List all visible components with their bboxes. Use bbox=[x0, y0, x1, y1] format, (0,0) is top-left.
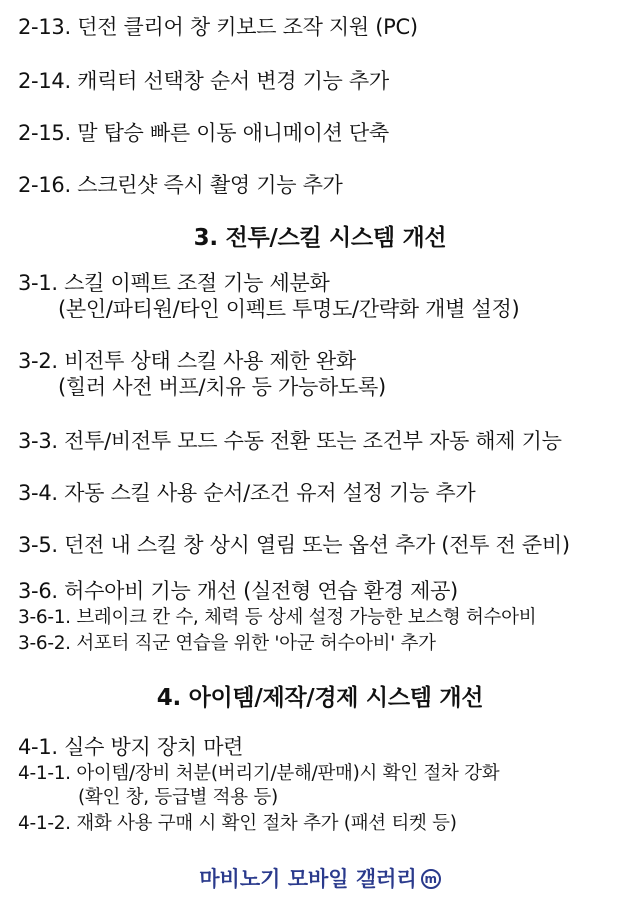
item-3-6: 3-6. 허수아비 기능 개선 (실전형 연습 환경 제공) bbox=[18, 579, 458, 603]
item-3-3: 3-3. 전투/비전투 모드 수동 전환 또는 조건부 자동 해제 기능 bbox=[18, 429, 562, 453]
item-3-1: 3-1. 스킬 이펙트 조절 기능 세분화 bbox=[18, 271, 330, 295]
item-3-2: 3-2. 비전투 상태 스킬 사용 제한 완화 bbox=[18, 349, 356, 373]
item-2-15: 2-15. 말 탑승 빠른 이동 애니메이션 단축 bbox=[18, 121, 389, 145]
section-4-heading: 4. 아이템/제작/경제 시스템 개선 bbox=[156, 685, 484, 711]
item-4-1-1-detail: (확인 창, 등급별 적용 등) bbox=[78, 787, 278, 808]
item-2-16: 2-16. 스크린샷 즉시 촬영 기능 추가 bbox=[18, 173, 343, 197]
item-3-1-detail: (본인/파티원/타인 이펙트 투명도/간략화 개별 설정) bbox=[58, 297, 520, 321]
item-4-1-1: 4-1-1. 아이템/장비 처분(버리기/분해/판매)시 확인 절차 강화 bbox=[18, 763, 500, 784]
item-3-5: 3-5. 던전 내 스킬 창 상시 열림 또는 옵션 추가 (전투 전 준비) bbox=[18, 533, 570, 557]
item-4-1: 4-1. 실수 방지 장치 마련 bbox=[18, 735, 244, 759]
gallery-watermark bbox=[0, 866, 640, 892]
item-2-14: 2-14. 캐릭터 선택창 순서 변경 기능 추가 bbox=[18, 69, 389, 93]
gallery-name: 마비노기 모바일 갤러리 bbox=[199, 867, 417, 891]
item-3-6-1: 3-6-1. 브레이크 칸 수, 체력 등 상세 설정 가능한 보스형 허수아비 bbox=[18, 607, 537, 628]
item-3-6-2: 3-6-2. 서포터 직군 연습을 위한 '아군 허수아비' 추가 bbox=[18, 633, 436, 654]
item-2-13: 2-13. 던전 클리어 창 키보드 조작 지원 (PC) bbox=[18, 15, 418, 39]
item-3-2-detail: (힐러 사전 버프/치유 등 가능하도록) bbox=[58, 375, 386, 399]
gallery-logo-icon: m bbox=[421, 869, 441, 889]
section-3-heading: 3. 전투/스킬 시스템 개선 bbox=[193, 225, 447, 251]
item-3-4: 3-4. 자동 스킬 사용 순서/조건 유저 설정 기능 추가 bbox=[18, 481, 476, 505]
item-4-1-2: 4-1-2. 재화 사용 구매 시 확인 절차 추가 (패션 티켓 등) bbox=[18, 813, 457, 834]
